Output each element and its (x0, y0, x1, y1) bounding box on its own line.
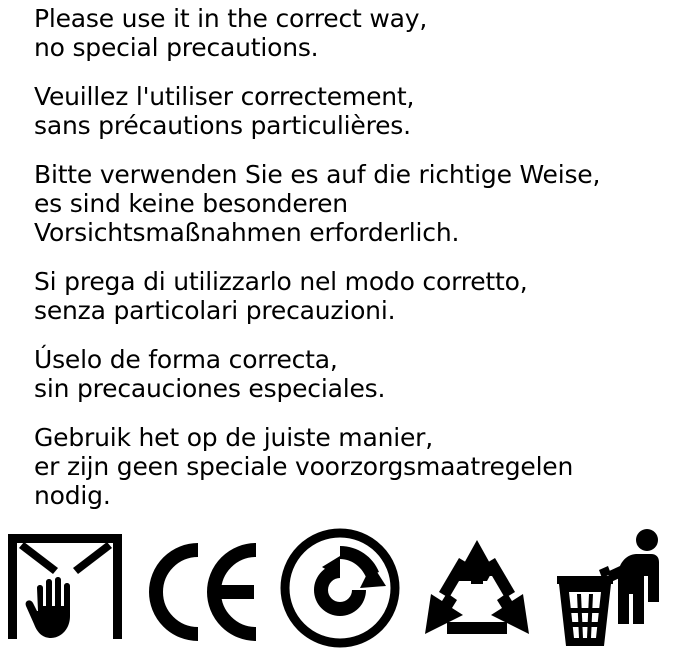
symbol-cell-ce (144, 536, 262, 648)
symbol-cell-mobius-loop (417, 536, 537, 648)
instruction-line: sans précautions particulières. (34, 111, 411, 140)
symbol-cell-green-dot (280, 528, 400, 648)
dispose-in-bin-icon (555, 526, 675, 648)
instruction-line: Veuillez l'utiliser correctement, (34, 82, 415, 111)
instruction-block-german (34, 160, 669, 247)
instruction-line: Please use it in the correct way, (34, 4, 428, 33)
green-dot-recycling-icon (280, 528, 400, 648)
symbol-cell-handle-with-care (4, 526, 126, 648)
instruction-line: no special precautions. (34, 33, 319, 62)
instruction-line: Vorsichtsmaßnahmen erforderlich. (34, 218, 460, 247)
instruction-line: er zijn geen speciale voorzorgsmaatregelen (34, 452, 574, 481)
symbol-cell-dispose-in-bin (555, 526, 675, 648)
instruction-block-english (34, 4, 669, 62)
ce-marking-icon (144, 536, 262, 648)
instruction-block-spanish (34, 345, 669, 403)
instruction-block-italian (34, 267, 669, 325)
instructions-list (34, 4, 669, 510)
instruction-line: sin precauciones especiales. (34, 374, 386, 403)
instruction-line: es sind keine besonderen (34, 189, 348, 218)
instruction-line: nodig. (34, 481, 111, 510)
instruction-line: senza particolari precauzioni. (34, 296, 396, 325)
mobius-loop-recycling-icon (417, 536, 537, 648)
symbol-row (0, 524, 679, 652)
instruction-block-french (34, 82, 669, 140)
instruction-block-dutch (34, 423, 669, 510)
handle-with-care-icon (4, 526, 126, 648)
instruction-line: Bitte verwenden Sie es auf die richtige Weise, (34, 160, 601, 189)
instruction-line: Si prega di utilizzarlo nel modo corretto, (34, 267, 528, 296)
instruction-line: Úselo de forma correcta, (34, 345, 338, 374)
instruction-line: Gebruik het op de juiste manier, (34, 423, 433, 452)
